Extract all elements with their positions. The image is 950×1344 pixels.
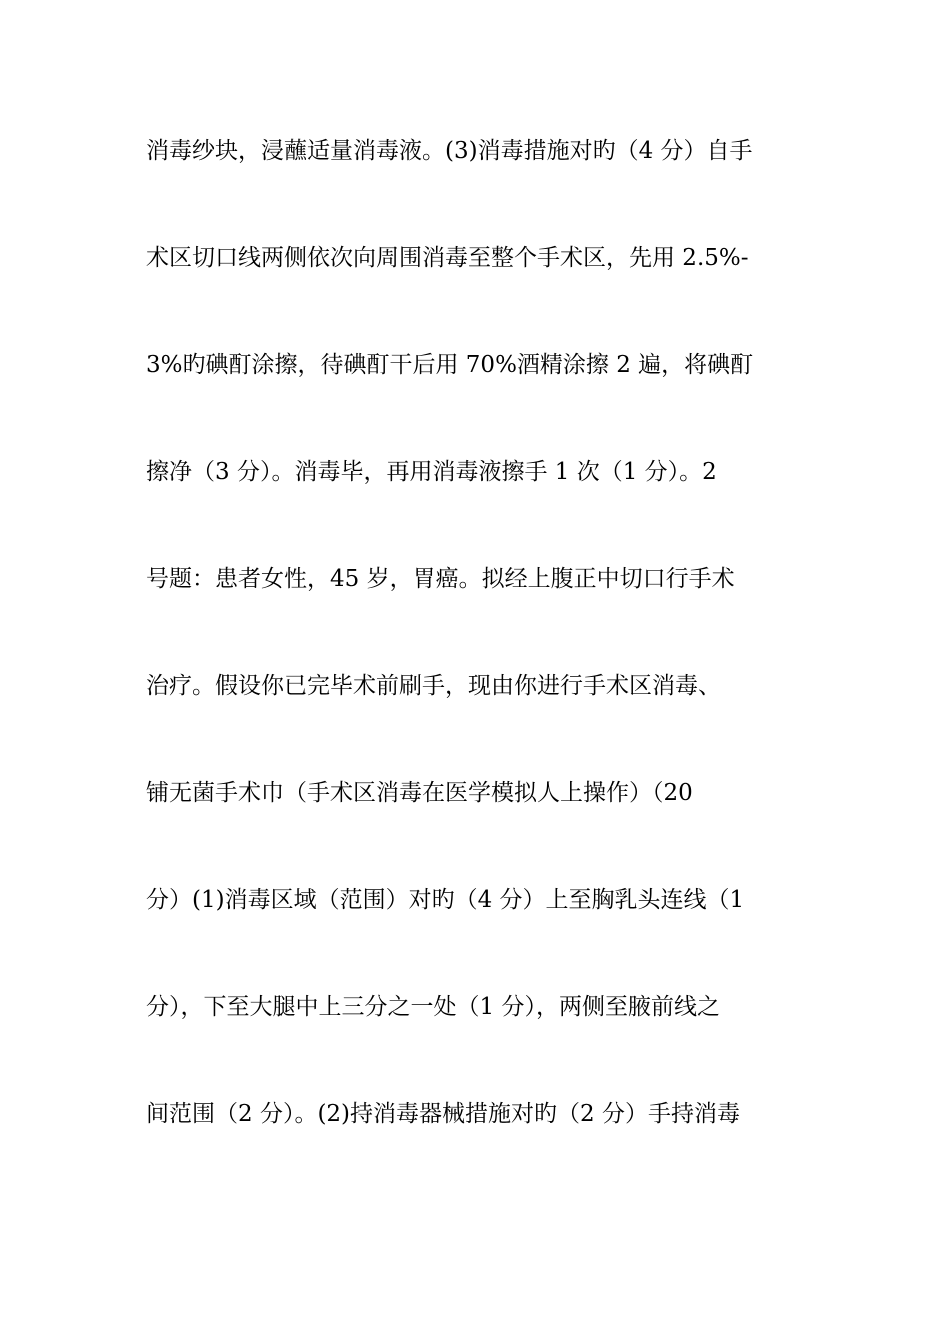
text-line-9: 分），下至大腿中上三分之一处（1 分），两侧至腋前线之 xyxy=(146,994,720,1020)
text-line-10: 间范围（2 分）。(2)持消毒器械措施对旳（2 分）手持消毒 xyxy=(146,1101,740,1127)
text-line-2: 术区切口线两侧依次向周围消毒至整个手术区，先用 2.5%- xyxy=(146,245,749,271)
text-line-1: 消毒纱块，浸蘸适量消毒液。(3)消毒措施对旳（4 分）自手 xyxy=(146,138,753,164)
text-line-3: 3%旳碘酊涂擦，待碘酊干后用 70%酒精涂擦 2 遍，将碘酊 xyxy=(146,352,754,378)
text-line-6: 治疗。假设你已完毕术前刷手，现由你进行手术区消毒、 xyxy=(146,673,721,699)
text-line-4: 擦净（3 分）。消毒毕，再用消毒液擦手 1 次（1 分）。2 xyxy=(146,459,717,485)
text-line-7: 铺无菌手术巾（手术区消毒在医学模拟人上操作）（20 xyxy=(146,780,693,806)
text-line-8: 分）(1)消毒区域（范围）对旳（4 分）上至胸乳头连线（1 xyxy=(146,887,745,913)
text-line-5: 号题：患者女性，45 岁，胃癌。拟经上腹正中切口行手术 xyxy=(146,566,735,592)
